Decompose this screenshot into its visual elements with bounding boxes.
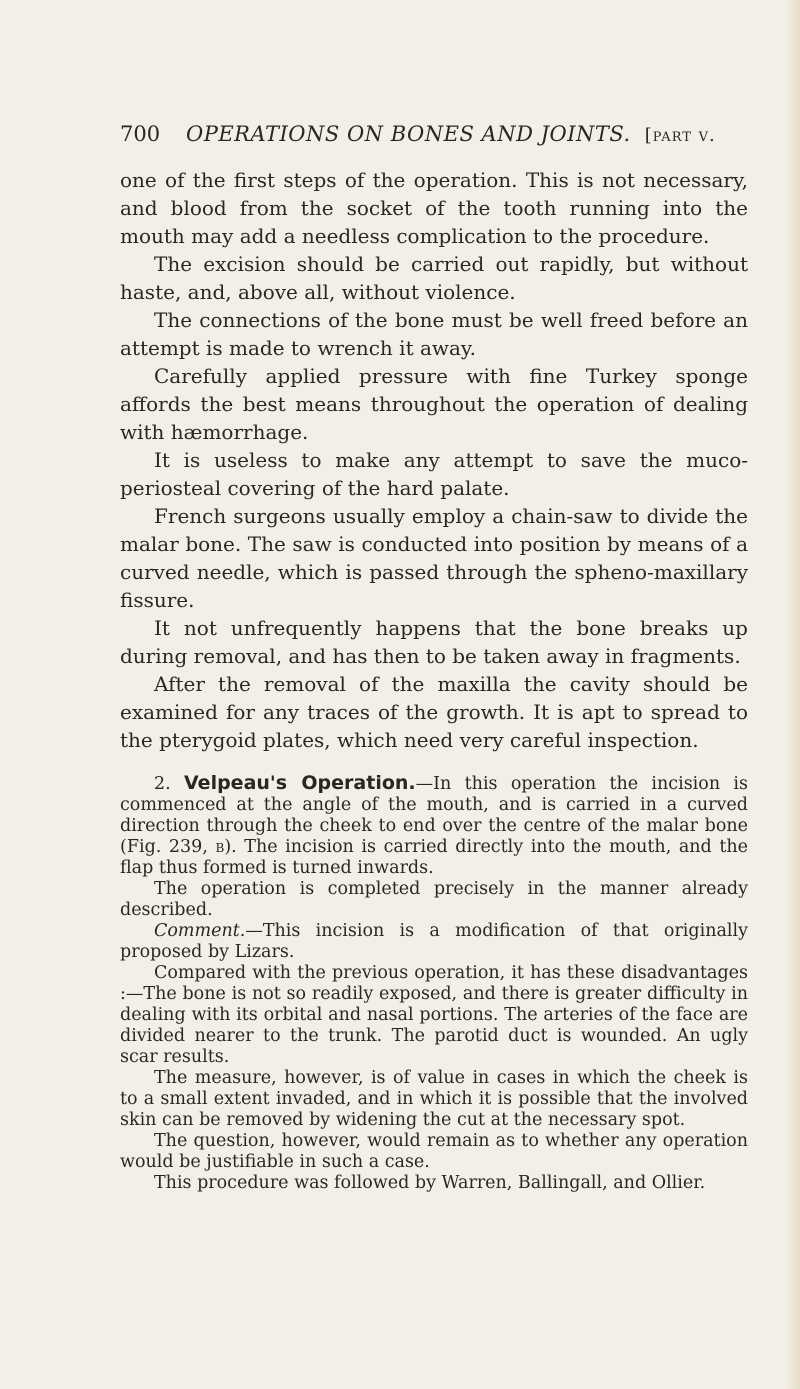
comment-label: Comment. — [154, 921, 246, 941]
paragraph: The excision should be carried out rapidly, but without haste, and, above all, without violence. — [120, 252, 748, 304]
running-title: OPERATIONS ON BONES AND JOINTS. — [186, 122, 631, 146]
paragraph: After the removal of the maxilla the cavity should be examined for any traces of the growth. It is apt to spread to the pterygoid plates, which need very careful inspection. — [120, 672, 748, 752]
part-label: part v. — [652, 125, 716, 146]
section-number: 2. — [154, 774, 171, 794]
paragraph: Carefully applied pressure with fine Turkey sponge affords the best means throughout the operation of dealing with hæmorrhage. — [120, 364, 748, 444]
page-edge — [786, 0, 800, 1389]
part-reference: [part v. — [644, 125, 716, 146]
section-heading: Velpeau's Operation. — [184, 772, 416, 794]
body-text-small — [120, 773, 748, 1194]
paragraph: This procedure was followed by Warren, Ballingall, and Ollier. — [154, 1173, 706, 1193]
comment-paragraph: Comment.—This incision is a modification of that originally proposed by Lizars. — [120, 921, 748, 962]
paragraph: The question, however, would remain as to whether any operation would be justifiable in such a case. — [120, 1131, 748, 1172]
running-header — [120, 122, 740, 146]
paragraph: French surgeons usually employ a chain-saw to divide the malar bone. The saw is conducted into position by means of a curved needle, which is passed through the spheno-maxillary fissure. — [120, 504, 748, 612]
paragraph: The connections of the bone must be well freed before an attempt is made to wrench it away. — [120, 308, 748, 360]
paragraph: The measure, however, is of value in cases in which the cheek is to a small extent invaded, and in which it is possible that the involved skin can be removed by widening the cut at the necessary spot. — [120, 1068, 748, 1130]
body-text-large — [120, 166, 748, 754]
paragraph: It not unfrequently happens that the bone breaks up during removal, and has then to be taken away in fragments. — [120, 616, 748, 668]
figure-ref-letter: b — [215, 837, 225, 857]
paragraph: It is useless to make any attempt to save the muco-periosteal covering of the hard palate. — [120, 448, 748, 500]
velpeau-section: 2. Velpeau's Operation.—In this operation the incision is commenced at the angle of the mouth, and is carried in a curved direction through the cheek to end over the centre of the malar bone (Fig. 239, b). The incision is carried directly into the mouth, and the flap thus formed is turned inwards. — [120, 772, 748, 878]
paragraph: Compared with the previous operation, it has these disadvantages :—The bone is not so readily exposed, and there is greater difficulty in dealing with its orbital and nasal portions. The arteries of the face are divided nearer to the trunk. The parotid duct is wounded. An ugly scar results. — [120, 963, 748, 1067]
paragraph: The operation is completed precisely in the manner already described. — [120, 879, 748, 920]
page-number: 700 — [120, 122, 161, 146]
paragraph: one of the first steps of the operation. This is not necessary, and blood from the socket of the tooth running into the mouth may add a needless complication to the procedure. — [120, 168, 748, 248]
